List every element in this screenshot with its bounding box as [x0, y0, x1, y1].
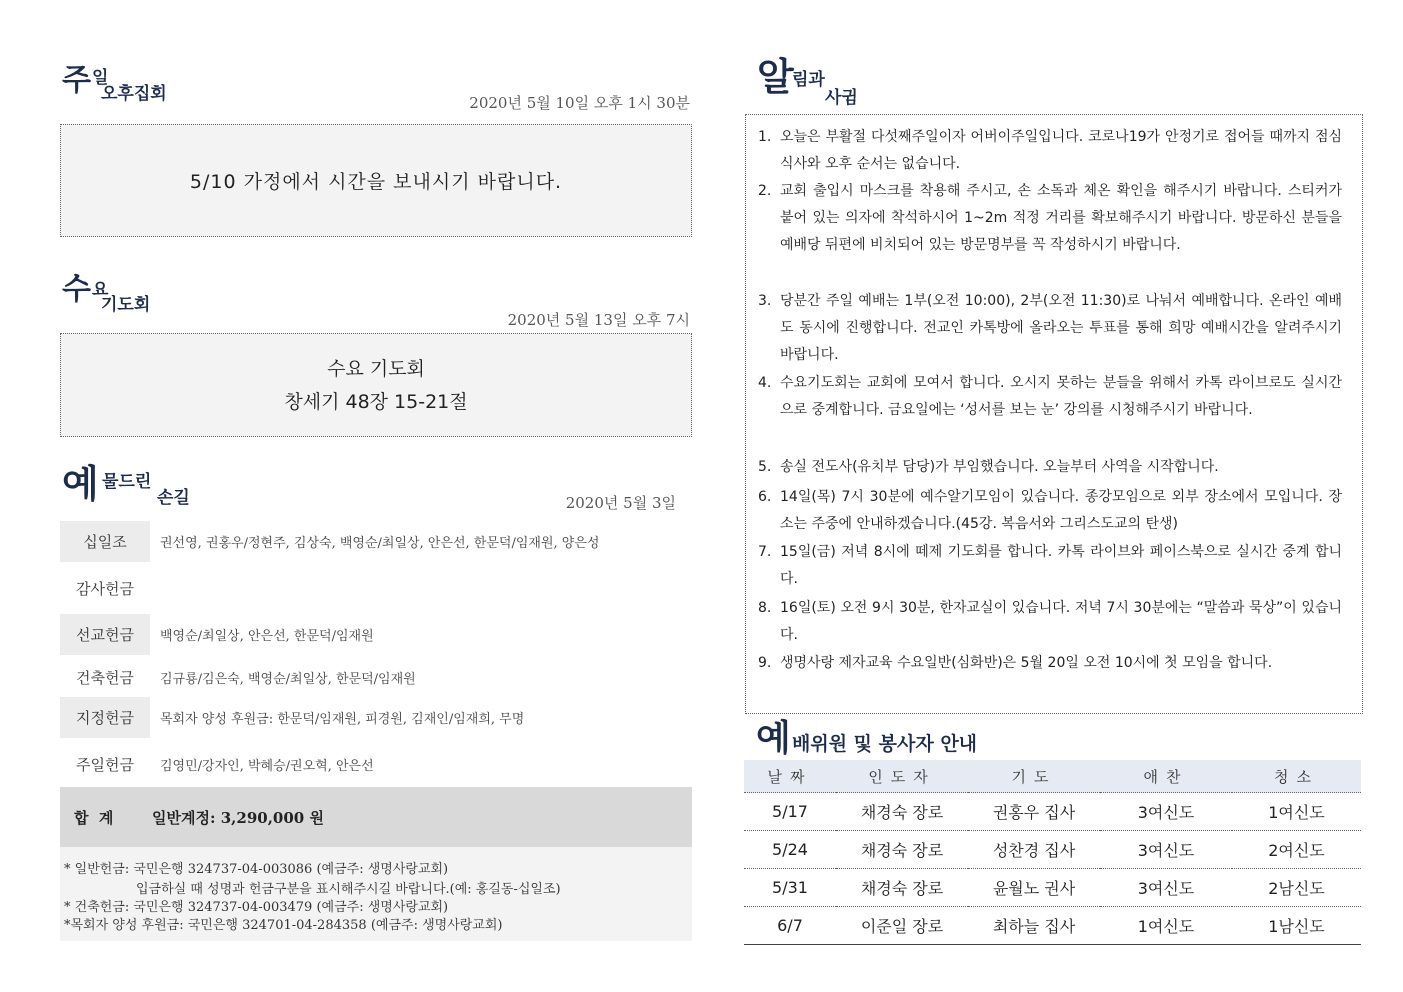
cell-cleaning: 1여신도: [1232, 793, 1361, 831]
cell-prayer: 권홍우 집사: [968, 793, 1100, 831]
offering-date: 2020년 5월 3일: [565, 494, 676, 512]
notice-text: 당분간 주일 예배는 1부(오전 10:00), 2부(오전 11:30)로 나눠서 예배합니다. 온라인 예배도 동시에 진행합니다. 전교인 카톡방에 올라오는 투표를 통해 희망 예배시간을 알려주시기 바랍니다.: [780, 293, 1342, 363]
offering-total: [60, 787, 692, 847]
note-line: 입금하실 때 성명과 헌금구분을 표시해주시길 바랍니다.(예: 홍길동-십일조): [136, 882, 561, 897]
sunday-afternoon-box: [60, 124, 692, 237]
offering-row: [60, 521, 692, 562]
notice-number: 5.: [758, 459, 772, 475]
wednesday-prayer-box: [60, 333, 692, 437]
notice-text: 15일(금) 저녁 8시에 떼제 기도회를 합니다. 카톡 라이브와 페이스북으로 실시간 중계 합니다.: [780, 544, 1342, 587]
notice-number: 2.: [758, 183, 772, 199]
heading-big-char: 알: [757, 54, 794, 99]
notice-number: 9.: [758, 655, 772, 671]
header-leader: 인도자: [836, 760, 968, 793]
offering-label: 건축헌금: [76, 669, 134, 687]
heading-small-bottom: 손길: [157, 488, 190, 508]
notice-item: [758, 178, 1342, 259]
cell-meal: 3여신도: [1100, 793, 1232, 831]
notice-number: 7.: [758, 544, 772, 560]
cell-leader: 채경숙 장로: [836, 869, 968, 907]
table-row: [744, 907, 1361, 945]
sunday-afternoon-message: 5/10 가정에서 시간을 보내시기 바랍니다.: [189, 171, 563, 193]
table-row: [744, 869, 1361, 907]
heading-small-bottom: 오후집회: [101, 84, 167, 104]
cell-date: 5/17: [744, 793, 836, 831]
offering-names: 김영민/강자인, 박혜승/권오혁, 안은선: [160, 759, 374, 774]
sunday-afternoon-date: 2020년 5월 10일 오후 1시 30분: [469, 94, 690, 112]
cell-leader: 채경숙 장로: [836, 793, 968, 831]
cell-meal: 3여신도: [1100, 869, 1232, 907]
header-date: 날짜: [744, 760, 836, 793]
offering-row: [60, 657, 692, 698]
heading-small-top: 림과: [792, 70, 825, 90]
note-line: * 건축헌금: 국민은행 324737-04-003479 (예금주: 생명사랑교회): [64, 900, 449, 915]
notice-item: [758, 288, 1342, 369]
heading-small-top: 물드린: [102, 472, 152, 492]
note-line: * 일반헌금: 국민은행 324737-04-003086 (예금주: 생명사랑교회): [64, 862, 449, 877]
offering-label: 지정헌금: [60, 697, 150, 738]
notice-text: 수요기도회는 교회에 모여서 합니다. 오시지 못하는 분들을 위해서 카톡 라이브로도 실시간으로 중계합니다. 금요일에는 ‘성서를 보는 눈’ 강의를 시청해주시기 바랍니다.: [780, 375, 1342, 418]
notice-text: 생명사랑 제자교육 수요일반(심화반)은 5월 20일 오전 10시에 첫 모임을 합니다.: [780, 655, 1273, 671]
table-row: [744, 831, 1361, 869]
table-header-row: [744, 760, 1361, 793]
offering-account-notes: [60, 847, 692, 941]
notice-number: 4.: [758, 375, 772, 391]
offering-label: 주일헌금: [76, 756, 134, 774]
total-value: 일반계정: 3,290,000 원: [152, 809, 324, 827]
notice-item: [758, 124, 1342, 178]
heading-big-char: 예: [756, 717, 791, 759]
offering-row: [60, 568, 692, 609]
prayer-title: 수요 기도회: [327, 358, 425, 380]
offering-names: 목회자 양성 후원금: 한문덕/임재원, 피경원, 김재인/임재희, 무명: [160, 712, 525, 727]
notice-text: 교회 출입시 마스크를 착용해 주시고, 손 소독과 체온 확인을 해주시기 바랍니다. 스티커가 붙어 있는 의자에 착석하시어 1~2m 적정 거리를 확보해주시기 바랍니다. 방문하신 분들을 예배당 뒤편에 비치되어 있는 방문명부를 꼭 작성하시기 바랍니다.: [780, 183, 1342, 253]
prayer-scripture: 창세기 48장 15-21절: [284, 391, 468, 413]
heading-small-bottom: 사귐: [825, 88, 858, 108]
cell-date: 5/31: [744, 869, 836, 907]
offering-row: [60, 744, 692, 785]
heading-small-top: 일: [92, 68, 109, 88]
offering-label: 감사헌금: [76, 580, 134, 598]
heading-big-char: 예: [62, 461, 99, 506]
notice-text: 16일(토) 오전 9시 30분, 한자교실이 있습니다. 저녁 7시 30분에는 “말씀과 묵상”이 있습니다.: [780, 600, 1342, 643]
offering-names: 백영순/최일상, 안은선, 한문덕/임재원: [160, 629, 374, 644]
cell-cleaning: 2남신도: [1232, 869, 1361, 907]
total-label: 합 계: [74, 809, 114, 827]
cell-meal: 3여신도: [1100, 831, 1232, 869]
header-fellowship-meal: 애찬: [1100, 760, 1232, 793]
cell-prayer: 최하늘 집사: [968, 907, 1100, 945]
cell-prayer: 윤월노 권사: [968, 869, 1100, 907]
notice-item: [758, 484, 1342, 538]
heading-small-bottom: 기도회: [101, 295, 151, 315]
offering-label: 십일조: [60, 521, 150, 562]
cell-cleaning: 1남신도: [1232, 907, 1361, 945]
wednesday-prayer-date: 2020년 5월 13일 오후 7시: [507, 311, 690, 329]
notice-number: 8.: [758, 600, 772, 616]
notice-item: [758, 650, 1342, 677]
cell-meal: 1여신도: [1100, 907, 1232, 945]
header-prayer: 기도: [968, 760, 1100, 793]
notice-item: [758, 370, 1342, 424]
cell-leader: 채경숙 장로: [836, 831, 968, 869]
cell-date: 5/24: [744, 831, 836, 869]
cell-cleaning: 2여신도: [1232, 831, 1361, 869]
table-row: [744, 793, 1361, 831]
note-line: *목회자 양성 후원금: 국민은행 324701-04-284358 (예금주: 생명사랑교회): [64, 918, 503, 933]
notice-item: [758, 454, 1342, 481]
worship-staff-table: [744, 760, 1361, 945]
notice-text: 송실 전도사(유치부 담당)가 부임했습니다. 오늘부터 사역을 시작합니다.: [780, 459, 1219, 475]
cell-prayer: 성찬경 집사: [968, 831, 1100, 869]
offering-names: 김규룡/김은숙, 백영순/최일상, 한문덕/임재원: [160, 672, 416, 687]
offering-row: [60, 614, 692, 655]
notice-text: 14일(목) 7시 30분에 예수알기모임이 있습니다. 종강모임으로 외부 장소에서 모입니다. 장소는 주중에 안내하겠습니다.(45강. 복음서와 그리스도교의 탄생): [780, 489, 1342, 532]
offering-label: 선교헌금: [60, 614, 150, 655]
notice-number: 1.: [758, 129, 772, 145]
notice-item: [758, 539, 1342, 593]
heading-small-top: 요: [92, 280, 109, 300]
offering-names: 권선영, 권홍우/정현주, 김상숙, 백영순/최일상, 안은선, 한문덕/임재원, 양은성: [160, 536, 600, 551]
header-cleaning: 청소: [1232, 760, 1361, 793]
notice-text: 오늘은 부활절 다섯째주일이자 어버이주일입니다. 코로나19가 안정기로 접어들 때까지 점심 식사와 오후 순서는 없습니다.: [780, 129, 1342, 172]
notice-number: 6.: [758, 489, 772, 505]
notice-item: [758, 595, 1342, 649]
heading-big-char: 주: [62, 63, 91, 98]
offering-names: [160, 568, 690, 609]
cell-leader: 이준일 장로: [836, 907, 968, 945]
notice-number: 3.: [758, 293, 772, 309]
cell-date: 6/7: [744, 907, 836, 945]
offering-row: [60, 697, 692, 738]
heading-rest: 배위원 및 봉사자 안내: [792, 733, 978, 755]
heading-big-char: 수: [62, 272, 91, 307]
